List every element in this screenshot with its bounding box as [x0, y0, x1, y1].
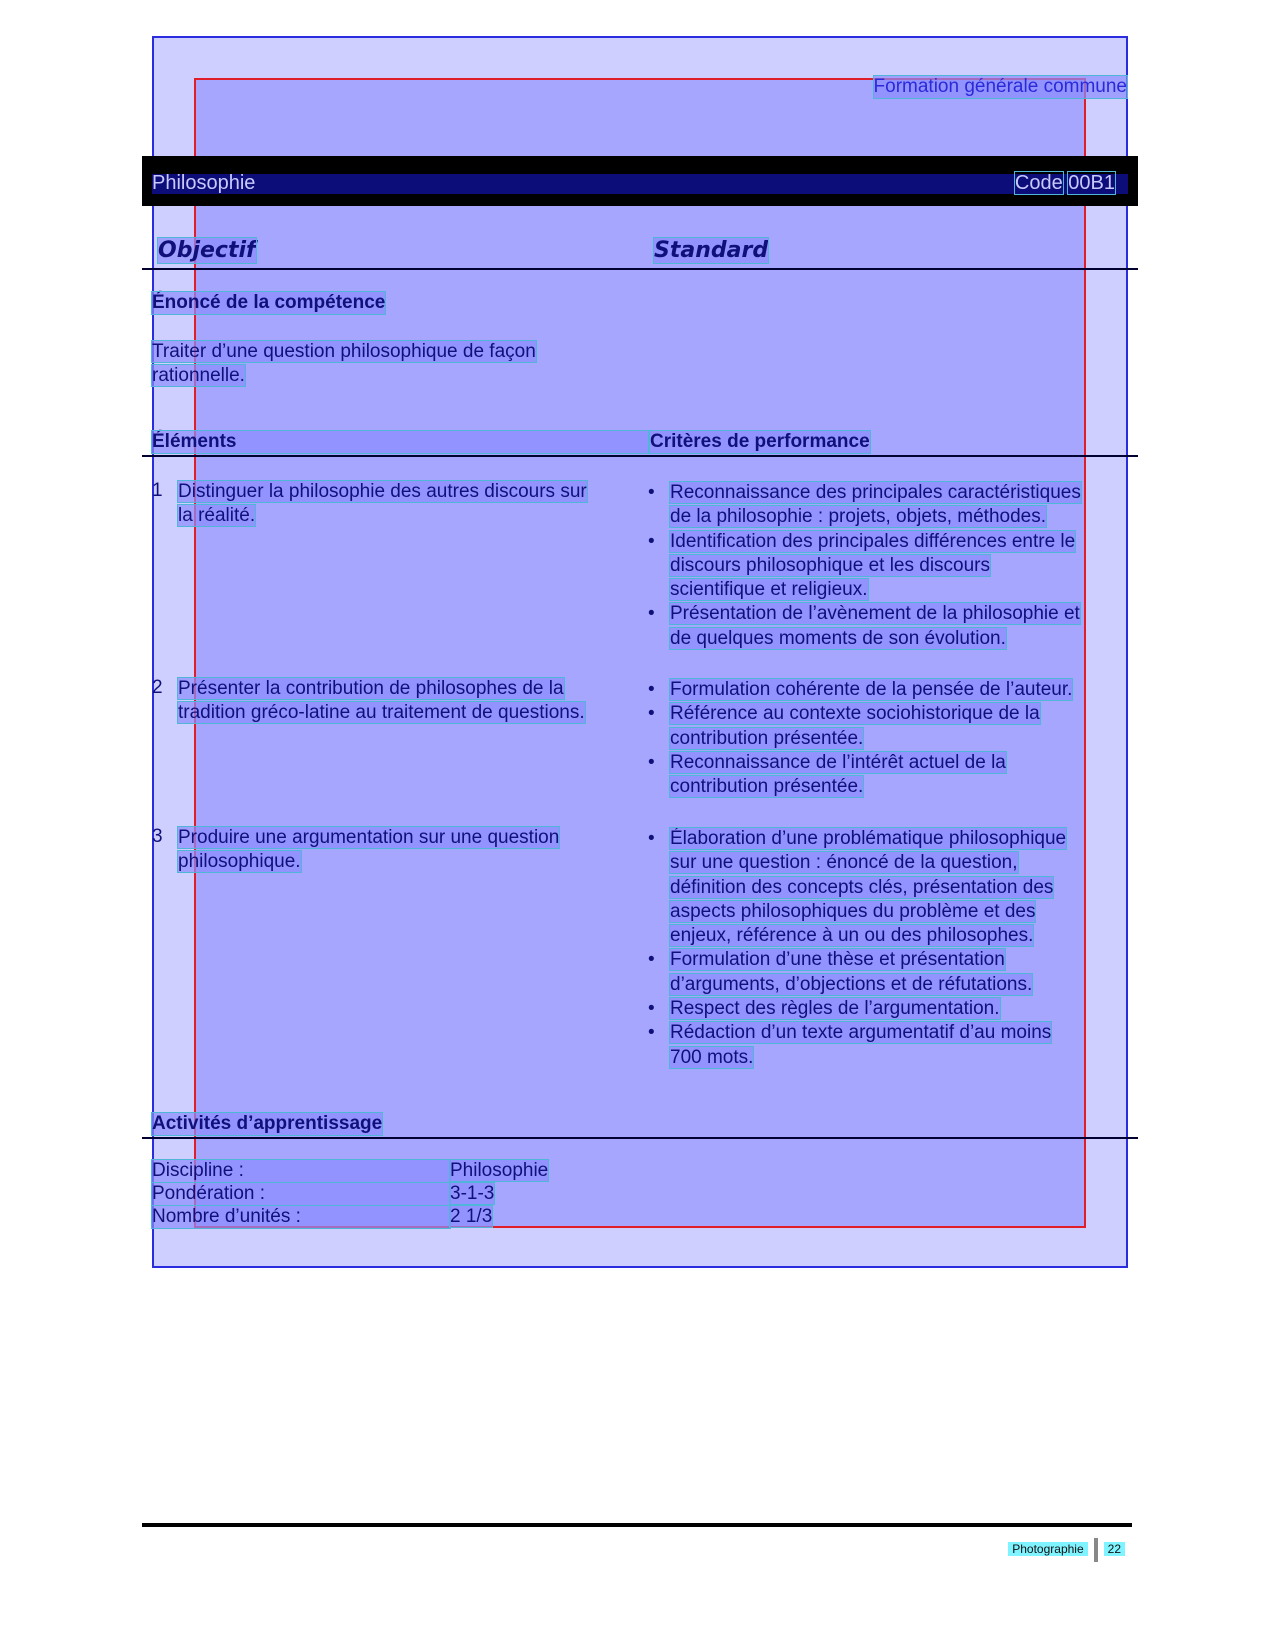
- page-number: 22: [1104, 1542, 1125, 1556]
- objective-heading: Objectif: [158, 238, 256, 263]
- elements-heading: Éléments: [152, 431, 648, 453]
- footer-separator: [1094, 1538, 1098, 1562]
- element-line: philosophique.: [178, 851, 301, 872]
- competence-text: [152, 340, 536, 388]
- competence-line-1: Traiter d’une question philosophique de façon: [152, 341, 536, 362]
- code-label: Code: [1014, 172, 1063, 194]
- activity-value: 3-1-3: [450, 1183, 495, 1204]
- element-text: [178, 480, 648, 528]
- criterion: • Reconnaissance de l’intérêt actuel de la contribution présentée.: [648, 751, 1118, 800]
- element-line: Distinguer la philosophie des autres discours sur: [178, 481, 587, 502]
- criteria-heading: Critères de performance: [650, 431, 870, 452]
- criterion: • Élaboration d’une problématique philosophique sur une question : énoncé de la question, définition des concepts clés, présentation des aspects philosophiques du problème et des enjeux, référence à un ou des philosophes.: [648, 827, 1118, 948]
- element-line: tradition gréco-latine au traitement de questions.: [178, 702, 585, 723]
- element-number: 2: [152, 677, 163, 698]
- standard-heading: Standard: [654, 238, 769, 263]
- element-text: [178, 826, 648, 874]
- element-number: 1: [152, 480, 163, 501]
- footer: [1008, 1538, 1125, 1562]
- element-line: la réalité.: [178, 505, 256, 526]
- criterion: • Rédaction d’un texte argumentatif d’au moins 700 mots.: [648, 1021, 1118, 1070]
- footer-program: Photographie: [1008, 1542, 1087, 1556]
- element-text: [178, 677, 648, 725]
- title-bar: [142, 156, 1138, 206]
- program-name: Formation générale commune: [873, 76, 1127, 97]
- criterion: • Respect des règles de l’argumentation.: [648, 997, 1118, 1021]
- divider: [142, 455, 1138, 457]
- activity-row: [152, 1160, 548, 1182]
- course-title: Philosophie: [152, 172, 256, 194]
- activity-row: [152, 1183, 494, 1205]
- activity-row: [152, 1206, 492, 1228]
- criteria-list: [648, 678, 1118, 799]
- competence-line-2: rationnelle.: [152, 365, 245, 386]
- criterion: • Reconnaissance des principales caractéristiques de la philosophie : projets, objets, méthodes.: [648, 481, 1118, 530]
- criteria-list: [648, 827, 1118, 1070]
- element-number: 3: [152, 826, 163, 847]
- criteria-list: [648, 481, 1118, 651]
- competence-heading: Énoncé de la compétence: [152, 292, 386, 313]
- divider: [142, 1137, 1138, 1139]
- criterion: • Référence au contexte sociohistorique de la contribution présentée.: [648, 702, 1118, 751]
- element-line: Présenter la contribution de philosophes de la: [178, 678, 564, 699]
- activity-label: Nombre d’unités :: [152, 1206, 450, 1228]
- criterion: • Présentation de l’avènement de la philosophie et de quelques moments de son évolution.: [648, 602, 1118, 651]
- activity-value: Philosophie: [450, 1160, 549, 1181]
- activities-heading: Activités d’apprentissage: [152, 1113, 383, 1134]
- footer-divider: [142, 1523, 1132, 1527]
- criterion: • Formulation d’une thèse et présentation d’arguments, d’objections et de réfutations.: [648, 948, 1118, 997]
- activity-label: Discipline :: [152, 1160, 450, 1182]
- criterion: • Formulation cohérente de la pensée de l’auteur.: [648, 678, 1118, 702]
- criterion: • Identification des principales différences entre le discours philosophique et les discours scientifique et religieux.: [648, 530, 1118, 603]
- element-line: Produire une argumentation sur une question: [178, 827, 560, 848]
- activity-value: 2 1/3: [450, 1206, 493, 1227]
- course-code: [1015, 172, 1115, 195]
- divider: [142, 268, 1138, 270]
- code-value: 00B1: [1068, 172, 1115, 194]
- activity-label: Pondération :: [152, 1183, 450, 1205]
